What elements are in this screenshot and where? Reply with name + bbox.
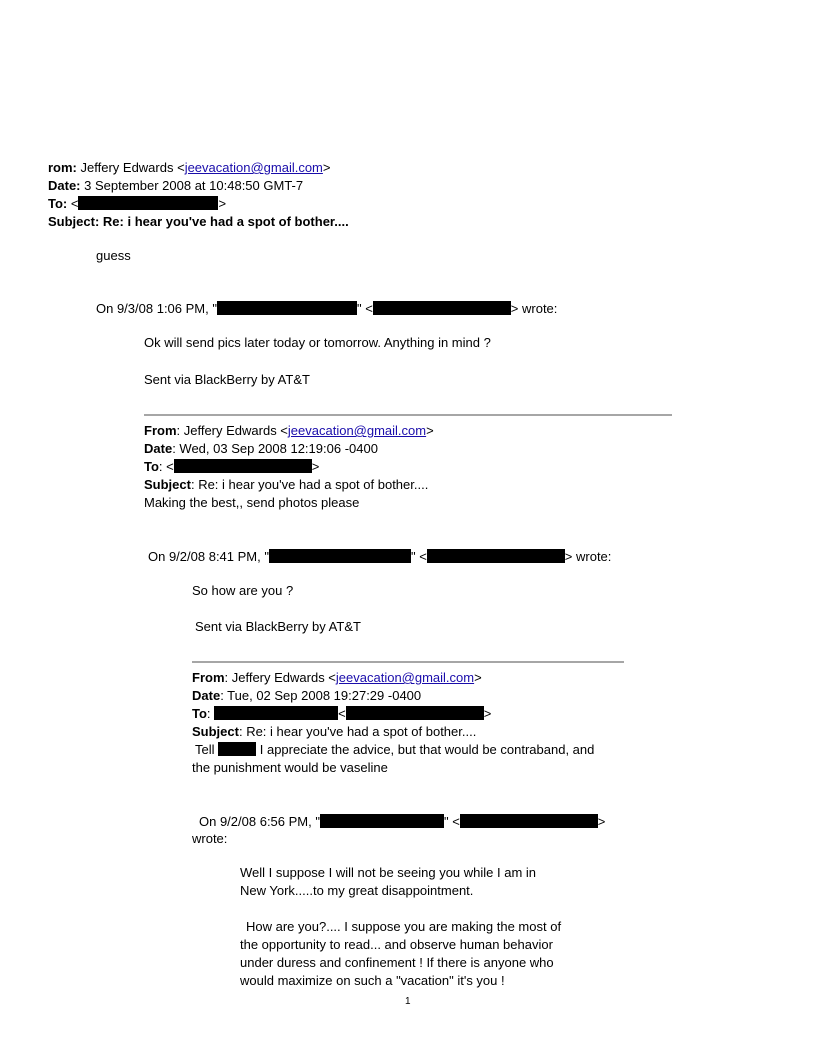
divider-rule [192,661,624,663]
fwd-date-value: : Wed, 03 Sep 2008 12:19:06 -0400 [172,441,378,456]
quote-header-2 [148,549,611,565]
fwd-from-label: From [192,670,225,685]
fwd-from-email-link[interactable]: jeevacation@gmail.com [287,423,427,438]
fwd-to-close: > [483,706,492,721]
to-label: To: [48,196,68,211]
quote-header-3 [199,814,605,830]
fwd1-body-text: Making the best,, send photos please [144,495,360,510]
from-email-link[interactable]: jeevacation@gmail.com [184,160,323,175]
subject-value: Re: i hear you've had a spot of bother.... [99,214,349,229]
header-subject-line [48,214,349,230]
fwd2-from-line [192,670,482,686]
reply-text: guess [96,248,131,263]
quote-on-text: On 9/3/08 1:06 PM, " [96,301,217,316]
fwd-from-value: : Jeffery Edwards < [176,423,288,438]
fwd-to-value: : < [158,459,174,474]
fwd-body-post: I appreciate the advice, but that would be contraband, and [256,742,595,757]
fwd-from-label: From [144,423,177,438]
fwd-to-label: To [192,706,207,721]
fwd2-body-line-2: the punishment would be vaseline [192,760,388,775]
message-text: Ok will send pics later today or tomorrow. Anything in mind ? [144,335,491,350]
message-line: under duress and confinement ! If there is anyone who [240,955,554,970]
fwd2-to-line [192,706,491,722]
message-line: New York.....to my great disappointment. [240,883,474,898]
fwd1-to-line [144,459,319,475]
quote-mid-text: " < [443,814,460,829]
quote-on-text: On 9/2/08 8:41 PM, " [148,549,269,564]
signature-text: Sent via BlackBerry by AT&T [144,372,310,387]
fwd-to-close: > [311,459,320,474]
message-text: So how are you ? [192,583,294,598]
fwd-date-value: : Tue, 02 Sep 2008 19:27:29 -0400 [220,688,422,703]
message-line: the opportunity to read... and observe human behavior [240,937,553,952]
fwd1-date-line [144,441,378,457]
fwd-from-value: : Jeffery Edwards < [224,670,336,685]
to-close: > [218,196,227,211]
fwd-date-label: Date [144,441,173,456]
fwd-from-email-link[interactable]: jeevacation@gmail.com [335,670,475,685]
fwd2-subject-line [192,724,476,740]
date-label: Date: [48,178,81,193]
fwd-subject-label: Subject [192,724,239,739]
fwd-subject-label: Subject [144,477,191,492]
fwd2-date-line [192,688,421,704]
redaction-box [346,706,484,720]
quote-on-text: On 9/2/08 6:56 PM, " [199,814,320,829]
fwd-from-close: > [474,670,482,685]
redaction-box [174,459,312,473]
from-name: Jeffery Edwards < [76,160,185,175]
fwd-from-close: > [426,423,434,438]
redaction-box [373,301,511,315]
quote-wrote-text: wrote: [192,831,228,846]
from-label: rom: [48,160,77,175]
fwd-subject-value: : Re: i hear you've had a spot of bother.... [238,724,477,739]
message-line: Well I suppose I will not be seeing you while I am in [240,865,537,880]
message-line: would maximize on such a "vacation" it's you ! [240,973,505,988]
header-date-line [48,178,303,194]
quote-mid-text: " < [410,549,427,564]
fwd-to-mid: < [338,706,346,721]
divider-rule [144,414,672,416]
fwd-to-value: : [206,706,215,721]
date-value: 3 September 2008 at 10:48:50 GMT-7 [80,178,304,193]
redaction-box [78,196,218,210]
fwd2-body-line-1 [195,742,594,758]
redaction-box [269,549,411,563]
from-close: > [322,160,331,175]
redaction-box [218,742,256,756]
fwd-date-label: Date [192,688,221,703]
fwd-body-pre: Tell [195,742,219,757]
fwd-to-label: To [144,459,159,474]
header-from-line [48,160,330,176]
fwd1-subject-line [144,477,428,493]
subject-label: Subject: [48,214,100,229]
redaction-box [217,301,357,315]
signature-text: Sent via BlackBerry by AT&T [195,619,361,634]
redaction-box [427,549,565,563]
quote-header-1 [96,301,557,317]
redaction-box [320,814,444,828]
to-open: < [67,196,79,211]
quote-wrote-text: > wrote: [564,549,612,564]
fwd-subject-value: : Re: i hear you've had a spot of bother.... [190,477,429,492]
quote-mid-text: " < [356,301,373,316]
message-line: How are you?.... I suppose you are making the most of [246,919,562,934]
redaction-box [214,706,338,720]
quote-close-text: > [597,814,606,829]
fwd1-from-line [144,423,434,439]
quote-wrote-text: > wrote: [510,301,558,316]
redaction-box [460,814,598,828]
header-to-line [48,196,226,212]
page-number: 1 [405,996,411,1007]
